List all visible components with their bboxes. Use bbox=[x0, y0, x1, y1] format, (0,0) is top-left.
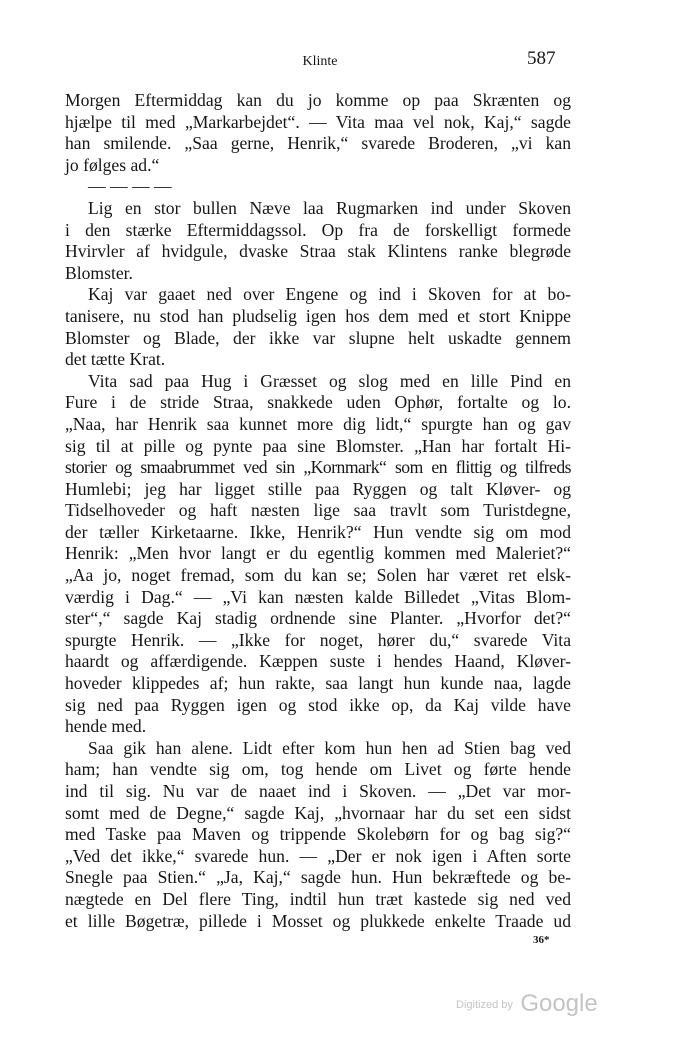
text-line: hjælpe til med „Markarbejdet“. — Vita maa vel nok, Kaj,“ sagde bbox=[65, 111, 571, 132]
text-line: storier og smaabrummet ved sin „Kornmark“ som en flittig og tilfreds bbox=[65, 457, 571, 478]
text-line: Blomster og Blade, der ikke var slupne helt uskadte gennem bbox=[65, 327, 571, 348]
text-line: jo følges ad.“ bbox=[65, 154, 160, 175]
text-line: ind til sig. Nu var de naaet ind i Skoven. — „Det var mor- bbox=[65, 781, 571, 801]
text-line: „Ved det ikke,“ svarede hun. — „Der er nok igen i Aften sorte bbox=[65, 845, 571, 866]
body-text bbox=[65, 90, 571, 932]
text-line: ster“,“ sagde Kaj stadig ordnende sine Planter. „Hvorfor det?“ bbox=[65, 608, 571, 629]
text-line: Lig en stor bullen Næve laa Rugmarken ind under Skoven bbox=[88, 197, 571, 218]
text-line: tanisere, nu stod han pludselig igen hos dem med et stort Knippe bbox=[65, 305, 571, 326]
watermark-prefix: Digitized by bbox=[456, 999, 513, 1011]
running-title: Klinte bbox=[302, 54, 338, 69]
text-line: „Naa, har Henrik saa kunnet more dig lidt,“ spurgte han og gav bbox=[65, 413, 571, 434]
text-line: somt med de Degne,“ sagde Kaj, „hvornaar har du set een sidst bbox=[65, 802, 571, 823]
text-line: sig til at pille og pynte paa sine Blomster. „Han har fortalt Hi- bbox=[65, 435, 571, 456]
text-line: værdig i Dag.“ — „Vi kan næsten kalde Billedet „Vitas Blom- bbox=[65, 586, 571, 607]
text-line: haardt og affærdigende. Kæppen suste i hendes Haand, Kløver- bbox=[65, 651, 571, 672]
section-break: — — — — bbox=[88, 176, 172, 197]
digitized-watermark bbox=[456, 990, 598, 1018]
text-line: det tætte Krat. bbox=[65, 349, 166, 370]
text-line: Vita sad paa Hug i Græsset og slog med en lille Pind en bbox=[88, 370, 571, 391]
signature-mark: 36* bbox=[533, 934, 550, 946]
text-line: der tæller Kirketaarne. Ikke, Henrik?“ Hun vendte sig om mod bbox=[65, 521, 571, 542]
google-logo: Google bbox=[520, 990, 598, 1017]
text-line: „Aa jo, noget fremad, som du kan se; Solen har været ret elsk- bbox=[65, 565, 571, 586]
text-line: hende med. bbox=[65, 716, 147, 737]
text-line: Snegle paa Stien.“ „Ja, Kaj,“ sagde hun. Hun bekræftede og be- bbox=[65, 867, 571, 888]
text-line: Henrik: „Men hvor langt er du egentlig kommen med Maleriet?“ bbox=[65, 543, 571, 564]
text-line: hoveder klippedes af; hun rakte, saa langt hun kunde naa, lagde bbox=[65, 673, 571, 694]
text-line: Saa gik han alene. Lidt efter kom hun hen ad Stien bag ved bbox=[88, 737, 571, 758]
text-line: Hvirvler af hvidgule, dvaske Straa stak Klintens ranke blegrøde bbox=[65, 241, 571, 262]
text-line: Kaj var gaaet ned over Engene og ind i Skoven for at bo- bbox=[88, 284, 571, 305]
text-line: Humlebi; jeg har ligget stille paa Ryggen og talt Kløver- og bbox=[65, 478, 571, 499]
text-line: ham; han vendte sig om, tog hende om Livet og førte hende bbox=[65, 759, 571, 780]
text-line: Blomster. bbox=[65, 262, 133, 283]
text-line: spurgte Henrik. — „Ikke for noget, hører du,“ svarede Vita bbox=[65, 629, 571, 650]
text-line: sig ned paa Ryggen igen og stod ikke op, da Kaj vilde have bbox=[65, 694, 571, 715]
text-line: i den stærke Eftermiddagssol. Op fra de forskelligt formede bbox=[65, 219, 571, 240]
text-line: nægtede en Del flere Ting, indtil hun træt kastede sig ned ved bbox=[65, 888, 571, 909]
text-line: et lille Bøgetræ, pillede i Mosset og plukkede enkelte Traade ud bbox=[65, 910, 571, 931]
text-line: Tidselhoveder og haft næsten lige saa travlt som Turistdegne, bbox=[65, 500, 571, 521]
text-line: med Taske paa Maven og trippende Skolebørn for og bag sig?“ bbox=[65, 824, 571, 845]
text-line: Fure i de stride Straa, snakkede uden Ophør, fortalte og lo. bbox=[65, 392, 571, 413]
page-number: 587 bbox=[527, 48, 556, 69]
text-line: Morgen Eftermiddag kan du jo komme op paa Skrænten og bbox=[65, 90, 571, 110]
text-line: han smilende. „Saa gerne, Henrik,“ svarede Broderen, „vi kan bbox=[65, 133, 571, 154]
